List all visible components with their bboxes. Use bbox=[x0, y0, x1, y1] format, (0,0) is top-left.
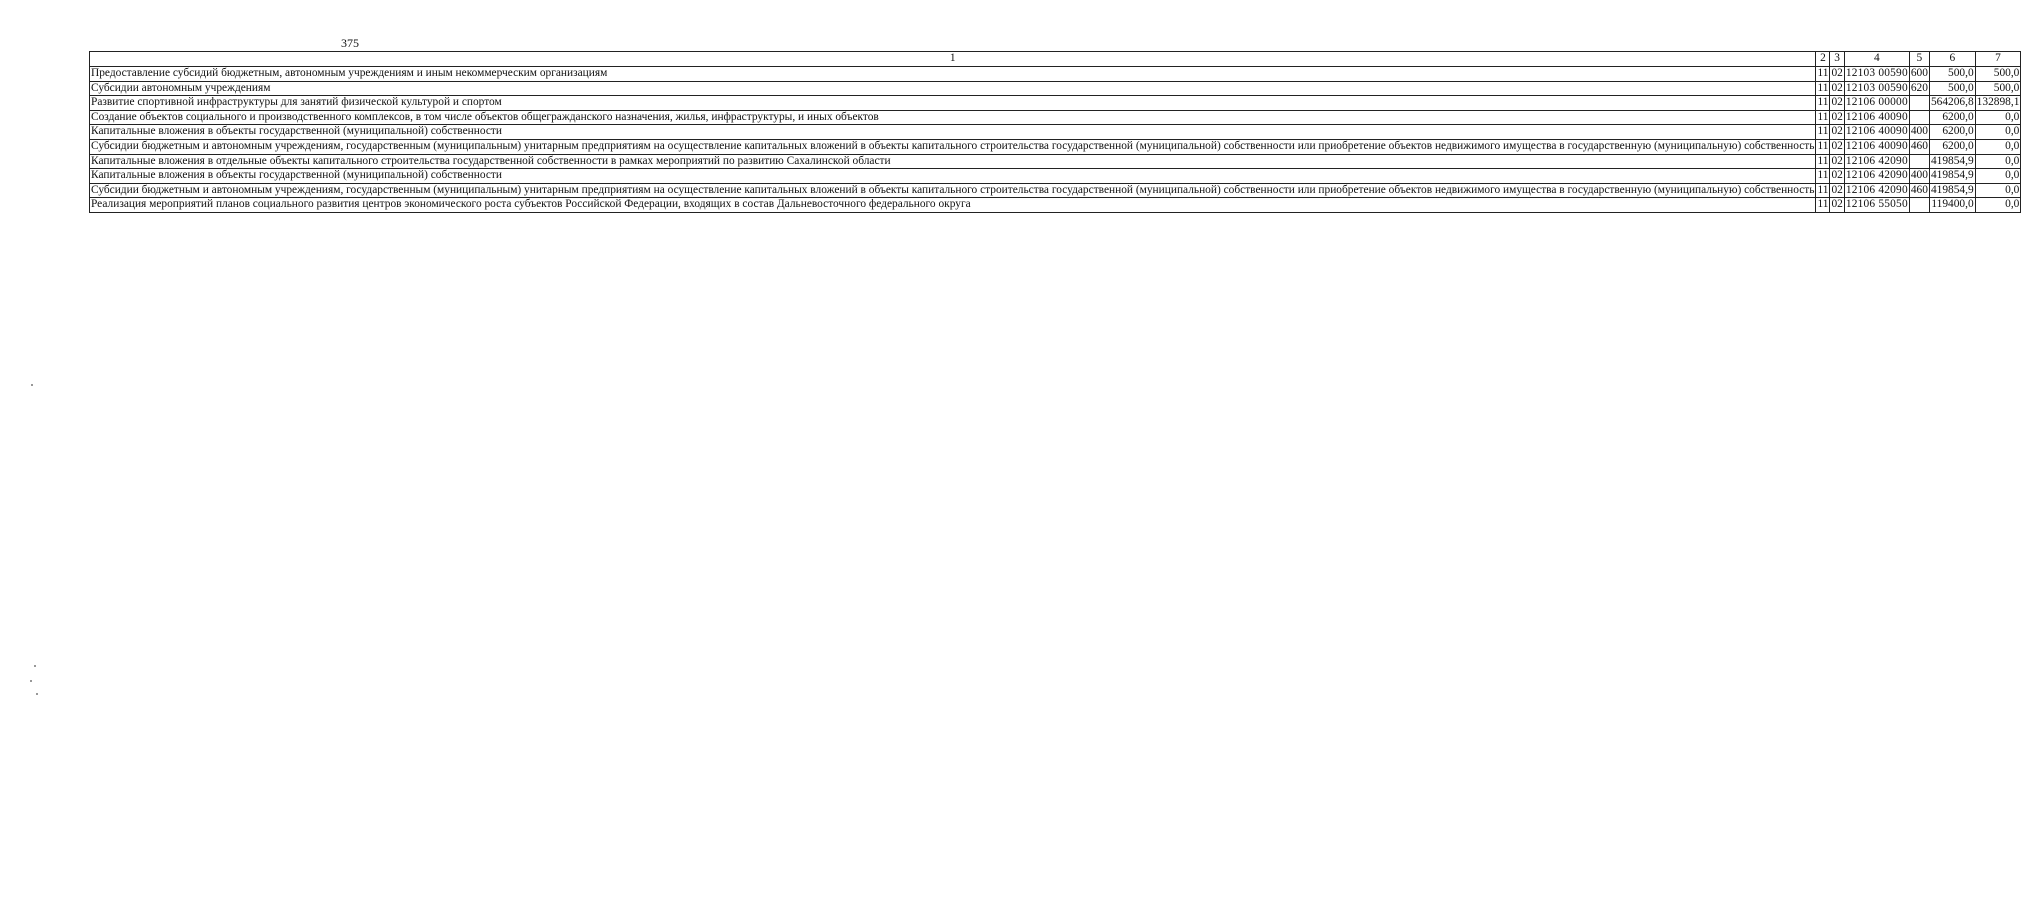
target-article-code-cell: 12106 40090 bbox=[1844, 110, 1909, 125]
expense-type-code-cell: 600 bbox=[1909, 67, 1929, 82]
column-header: 7 bbox=[1975, 52, 2021, 67]
table-row bbox=[90, 198, 2021, 213]
amount-year-1-cell: 564206,8 bbox=[1929, 96, 1975, 111]
section-code-cell: 11 bbox=[1816, 96, 1830, 111]
target-article-code-cell: 12106 42090 bbox=[1844, 154, 1909, 169]
row-name-cell: Капитальные вложения в отдельные объекты капитального строительства государственной собственности в рамках мероприятий по развитию Сахалинской области bbox=[90, 154, 1816, 169]
amount-year-1-cell: 6200,0 bbox=[1929, 110, 1975, 125]
amount-year-1-cell: 419854,9 bbox=[1929, 169, 1975, 184]
subsection-code-cell: 02 bbox=[1830, 67, 1844, 82]
scan-speck bbox=[31, 384, 33, 386]
section-code-cell: 11 bbox=[1816, 169, 1830, 184]
row-name-cell: Капитальные вложения в объекты государственной (муниципальной) собственности bbox=[90, 169, 1816, 184]
expense-type-code-cell: 400 bbox=[1909, 125, 1929, 140]
expense-type-code-cell: 620 bbox=[1909, 81, 1929, 96]
target-article-code-cell: 12106 42090 bbox=[1844, 169, 1909, 184]
column-header: 4 bbox=[1844, 52, 1909, 67]
target-article-code-cell: 12106 40090 bbox=[1844, 139, 1909, 154]
subsection-code-cell: 02 bbox=[1830, 81, 1844, 96]
subsection-code-cell: 02 bbox=[1830, 96, 1844, 111]
row-name-cell: Субсидии бюджетным и автономным учреждениям, государственным (муниципальным) унитарным предприятиям на осуществление капитальных вложений в объекты капитального строительства государственной (муниципальной) собственности или приобретение объектов недвижимого имущества в государственную (муниципальную) собственность bbox=[90, 183, 1816, 198]
target-article-code-cell: 12106 40090 bbox=[1844, 125, 1909, 140]
table-row bbox=[90, 81, 2021, 96]
table-row bbox=[90, 125, 2021, 140]
subsection-code-cell: 02 bbox=[1830, 154, 1844, 169]
row-name-cell: Развитие спортивной инфраструктуры для занятий физической культурой и спортом bbox=[90, 96, 1816, 111]
subsection-code-cell: 02 bbox=[1830, 183, 1844, 198]
subsection-code-cell: 02 bbox=[1830, 169, 1844, 184]
row-name-cell: Предоставление субсидий бюджетным, автономным учреждениям и иным некоммерческим организациям bbox=[90, 67, 1816, 82]
amount-year-1-cell: 6200,0 bbox=[1929, 125, 1975, 140]
subsection-code-cell: 02 bbox=[1830, 139, 1844, 154]
row-name-cell: Создание объектов социального и производственного комплексов, в том числе объектов общегражданского назначения, жилья, инфраструктуры, и иных объектов bbox=[90, 110, 1816, 125]
target-article-code-cell: 12106 00000 bbox=[1844, 96, 1909, 111]
amount-year-2-cell: 0,0 bbox=[1975, 125, 2021, 140]
section-code-cell: 11 bbox=[1816, 125, 1830, 140]
section-code-cell: 11 bbox=[1816, 81, 1830, 96]
scan-speck bbox=[34, 665, 36, 667]
amount-year-2-cell: 132898,1 bbox=[1975, 96, 2021, 111]
column-header: 5 bbox=[1909, 52, 1929, 67]
section-code-cell: 11 bbox=[1816, 154, 1830, 169]
table-row bbox=[90, 139, 2021, 154]
row-name-cell: Капитальные вложения в объекты государственной (муниципальной) собственности bbox=[90, 125, 1816, 140]
target-article-code-cell: 12103 00590 bbox=[1844, 81, 1909, 96]
target-article-code-cell: 12106 55050 bbox=[1844, 198, 1909, 213]
subsection-code-cell: 02 bbox=[1830, 198, 1844, 213]
amount-year-2-cell: 0,0 bbox=[1975, 183, 2021, 198]
budget-table bbox=[89, 51, 2021, 213]
target-article-code-cell: 12103 00590 bbox=[1844, 67, 1909, 82]
amount-year-2-cell: 0,0 bbox=[1975, 169, 2021, 184]
expense-type-code-cell bbox=[1909, 198, 1929, 213]
table-row bbox=[90, 183, 2021, 198]
amount-year-1-cell: 419854,9 bbox=[1929, 183, 1975, 198]
amount-year-2-cell: 500,0 bbox=[1975, 81, 2021, 96]
expense-type-code-cell: 460 bbox=[1909, 139, 1929, 154]
row-name-cell: Субсидии автономным учреждениям bbox=[90, 81, 1816, 96]
amount-year-1-cell: 6200,0 bbox=[1929, 139, 1975, 154]
page-number: 375 bbox=[341, 36, 359, 50]
scan-speck bbox=[30, 680, 32, 682]
row-name-cell: Субсидии бюджетным и автономным учреждениям, государственным (муниципальным) унитарным предприятиям на осуществление капитальных вложений в объекты капитального строительства государственной (муниципальной) собственности или приобретение объектов недвижимого имущества в государственную (муниципальную) собственность bbox=[90, 139, 1816, 154]
target-article-code-cell: 12106 42090 bbox=[1844, 183, 1909, 198]
amount-year-2-cell: 0,0 bbox=[1975, 154, 2021, 169]
table-row bbox=[90, 110, 2021, 125]
expense-type-code-cell bbox=[1909, 96, 1929, 111]
section-code-cell: 11 bbox=[1816, 198, 1830, 213]
table-row bbox=[90, 154, 2021, 169]
column-header: 3 bbox=[1830, 52, 1844, 67]
expense-type-code-cell bbox=[1909, 154, 1929, 169]
subsection-code-cell: 02 bbox=[1830, 110, 1844, 125]
section-code-cell: 11 bbox=[1816, 139, 1830, 154]
expense-type-code-cell: 460 bbox=[1909, 183, 1929, 198]
amount-year-2-cell: 500,0 bbox=[1975, 67, 2021, 82]
amount-year-2-cell: 0,0 bbox=[1975, 139, 2021, 154]
column-header: 1 bbox=[90, 52, 1816, 67]
amount-year-1-cell: 500,0 bbox=[1929, 81, 1975, 96]
column-header: 6 bbox=[1929, 52, 1975, 67]
amount-year-1-cell: 119400,0 bbox=[1929, 198, 1975, 213]
amount-year-2-cell: 0,0 bbox=[1975, 110, 2021, 125]
amount-year-1-cell: 500,0 bbox=[1929, 67, 1975, 82]
expense-type-code-cell: 400 bbox=[1909, 169, 1929, 184]
amount-year-1-cell: 419854,9 bbox=[1929, 154, 1975, 169]
table-row bbox=[90, 67, 2021, 82]
scan-speck bbox=[36, 693, 38, 695]
table-row bbox=[90, 96, 2021, 111]
expense-type-code-cell bbox=[1909, 110, 1929, 125]
header-row bbox=[90, 52, 2021, 67]
subsection-code-cell: 02 bbox=[1830, 125, 1844, 140]
section-code-cell: 11 bbox=[1816, 183, 1830, 198]
section-code-cell: 11 bbox=[1816, 110, 1830, 125]
row-name-cell: Реализация мероприятий планов социального развития центров экономического роста субъектов Российской Федерации, входящих в состав Дальневосточного федерального округа bbox=[90, 198, 1816, 213]
section-code-cell: 11 bbox=[1816, 67, 1830, 82]
amount-year-2-cell: 0,0 bbox=[1975, 198, 2021, 213]
table-row bbox=[90, 169, 2021, 184]
column-header: 2 bbox=[1816, 52, 1830, 67]
